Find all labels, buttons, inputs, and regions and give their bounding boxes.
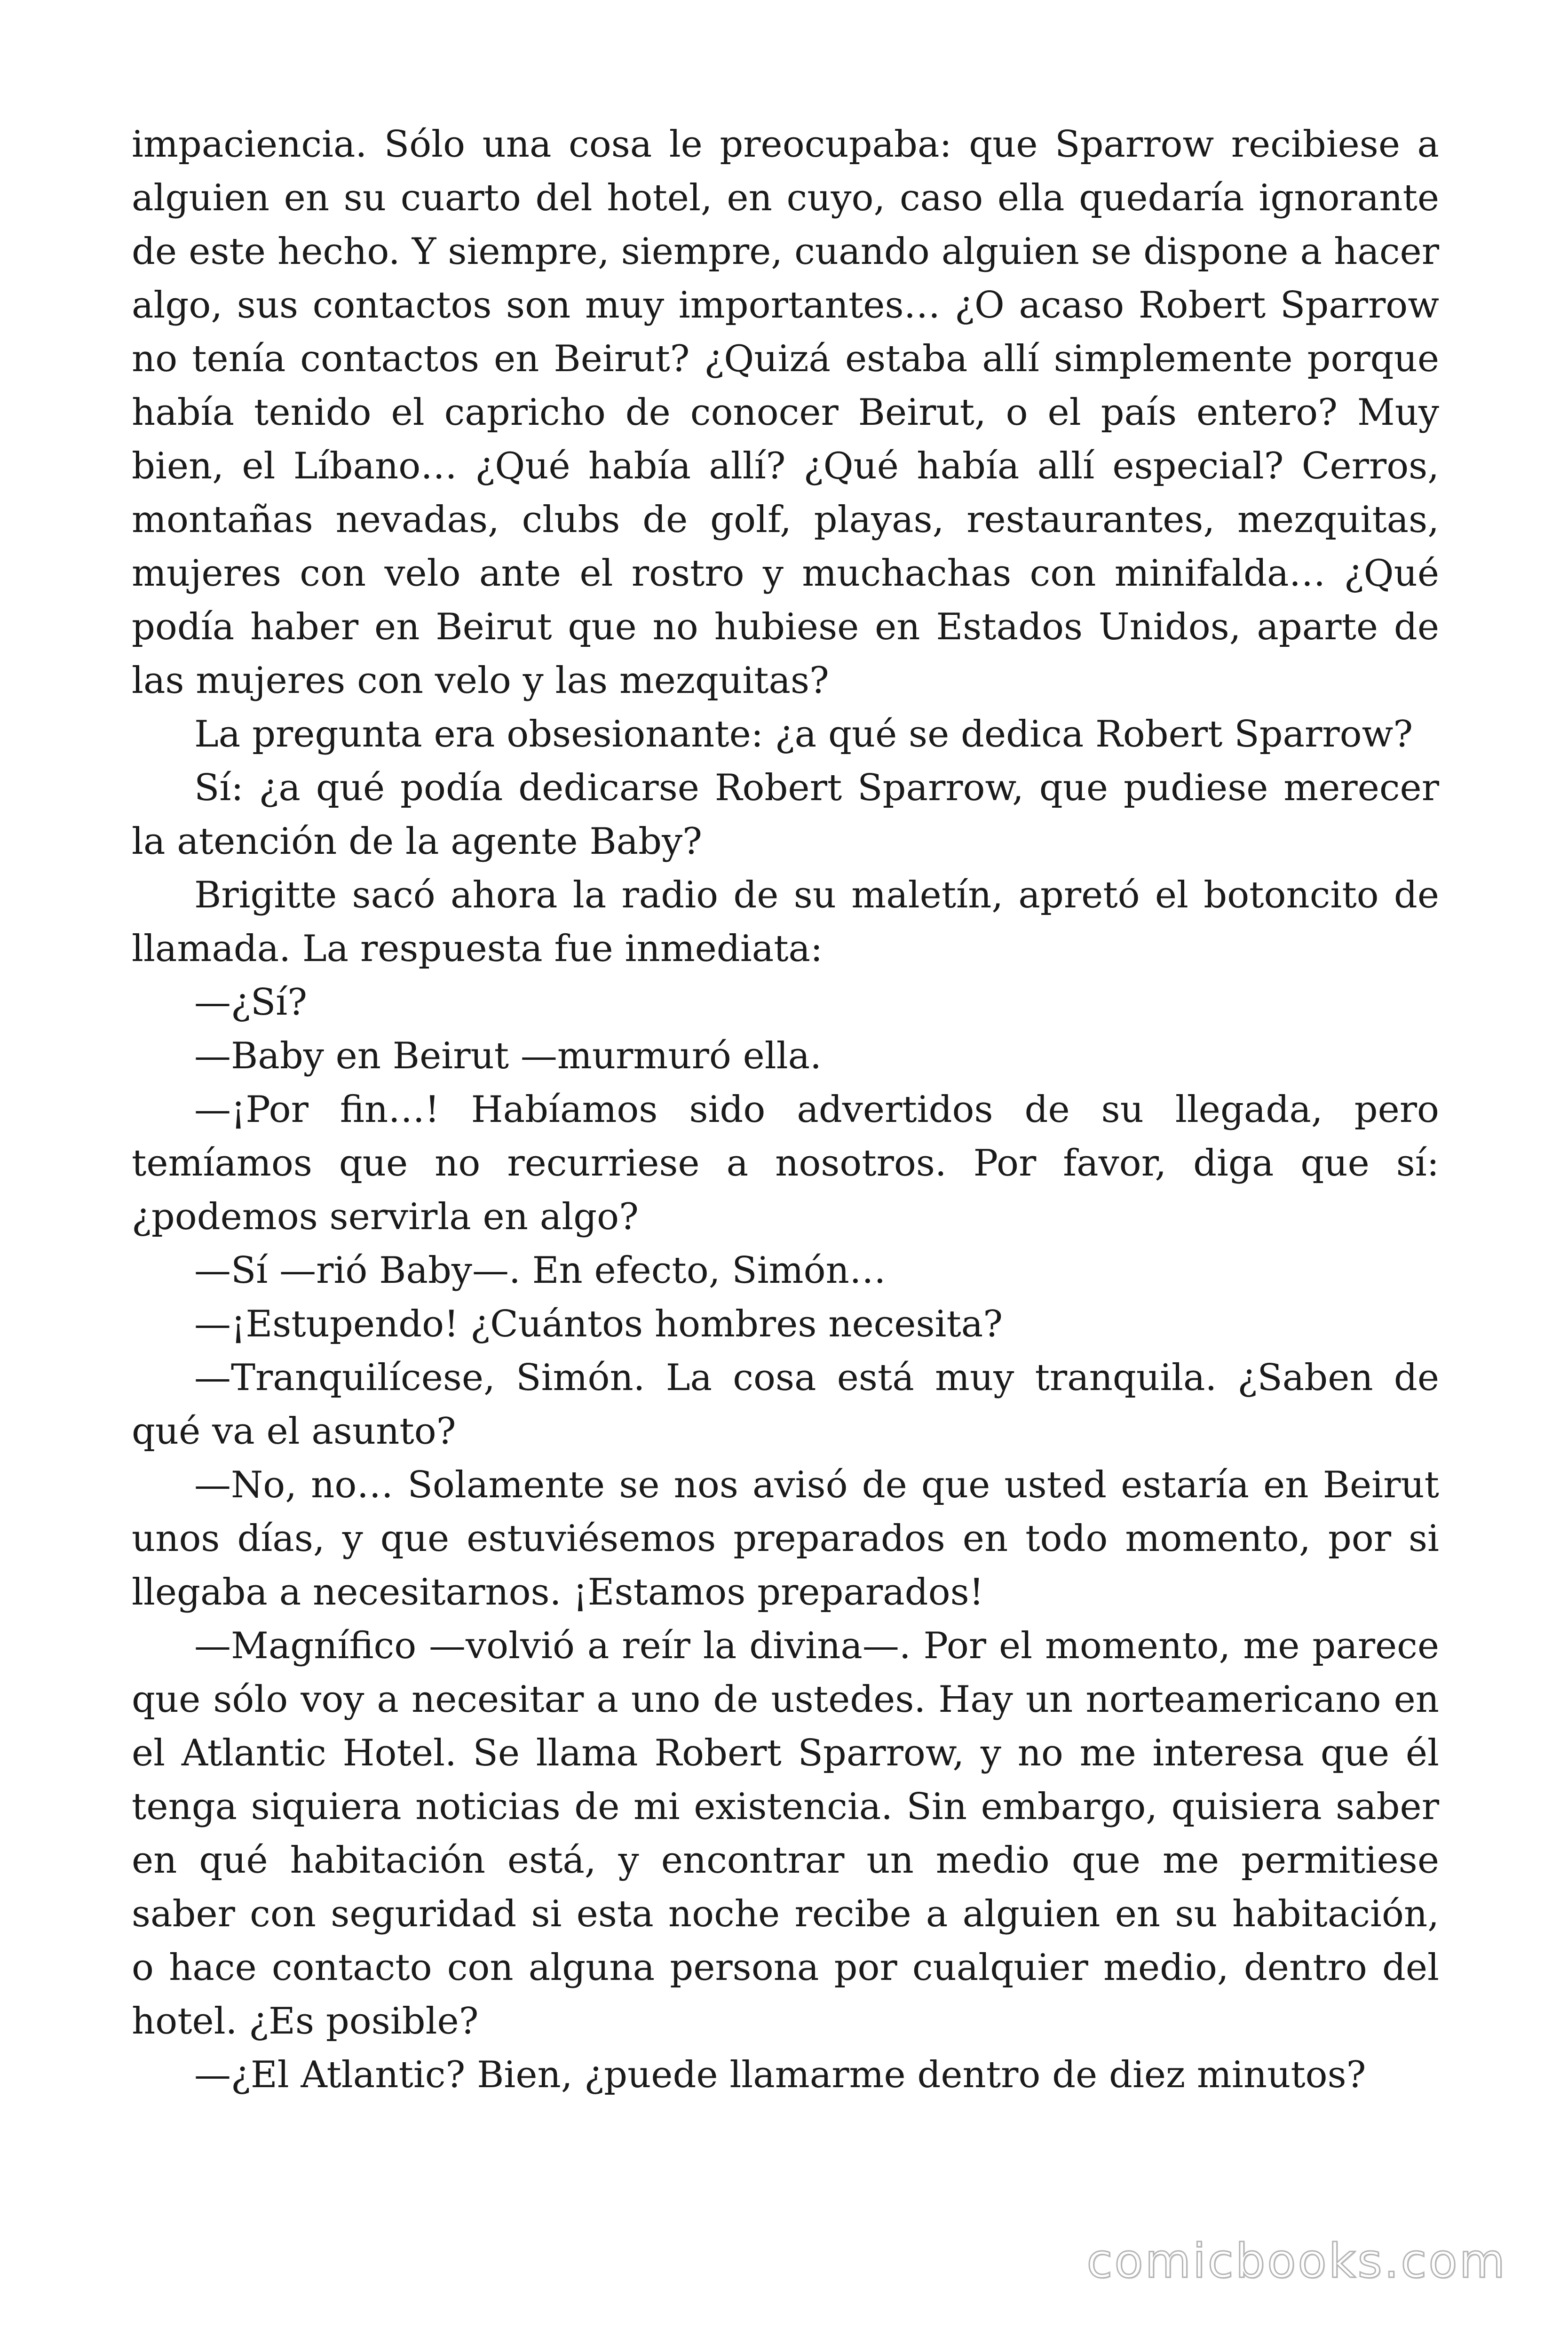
page-body [132, 118, 1439, 2102]
dialogue-line-3: —¡Por fin…! Habíamos sido advertidos de su llegada, pero temíamos que no recurriese a nosotros. Por favor, diga que sí: ¿podemos servirla en algo? [132, 1089, 1439, 1238]
paragraph-1: impaciencia. Sólo una cosa le preocupaba: que Sparrow recibiese a alguien en su cuarto del hotel, en cuyo, caso ella quedaría ignorante de este hecho. Y siempre, siempre, cuando alguien se dispone a hacer algo, sus contactos son muy importantes… ¿O acaso Robert Sparrow no tenía contactos en Beirut? ¿Quizá estaba allí simplemente porque había tenido el capricho de conocer Beirut, o el país entero? Muy bien, el Líbano… ¿Qué había allí? ¿Qué había allí especial? Cerros, montañas nevadas, clubs de golf, playas, restaurantes, mezquitas, mujeres con velo ante el rostro y muchachas con minifalda… ¿Qué podía haber en Beirut que no hubiese en Estados Unidos, aparte de las mujeres con velo y las mezquitas? [132, 123, 1439, 702]
paragraph-3: Sí: ¿a qué podía dedicarse Robert Sparrow, que pudiese merecer la atención de la agente Baby? [132, 767, 1439, 863]
paragraph-4: Brigitte sacó ahora la radio de su maletín, apretó el botoncito de llamada. La respuesta fue inmediata: [132, 874, 1439, 970]
dialogue-line-1: —¿Sí? [194, 981, 308, 1024]
dialogue-line-9: —¿El Atlantic? Bien, ¿puede llamarme dentro de diez minutos? [194, 2054, 1366, 2096]
paragraph-2: La pregunta era obsesionante: ¿a qué se dedica Robert Sparrow? [194, 713, 1413, 755]
dialogue-line-2: —Baby en Beirut —murmuró ella. [194, 1035, 822, 1077]
watermark-logo: comicbooks.com [1086, 2233, 1507, 2288]
dialogue-line-6: —Tranquilícese, Simón. La cosa está muy tranquila. ¿Saben de qué va el asunto? [132, 1357, 1439, 1453]
dialogue-line-5: —¡Estupendo! ¿Cuántos hombres necesita? [194, 1303, 1003, 1345]
dialogue-line-4: —Sí —rió Baby—. En efecto, Simón… [194, 1249, 886, 1292]
dialogue-line-8: —Magnífico —volvió a reír la divina—. Por el momento, me parece que sólo voy a necesitar a uno de ustedes. Hay un norteamericano en el Atlantic Hotel. Se llama Robert Sparrow, y no me interesa que él tenga siquiera noticias de mi existencia. Sin embargo, quisiera saber en qué habitación está, y encontrar un medio que me permitiese saber con seguridad si esta noche recibe a alguien en su habitación, o hace contacto con alguna persona por cualquier medio, dentro del hotel. ¿Es posible? [132, 1625, 1439, 2042]
dialogue-line-7: —No, no… Solamente se nos avisó de que usted estaría en Beirut unos días, y que estuviésemos preparados en todo momento, por si llegaba a necesitarnos. ¡Estamos preparados! [132, 1464, 1439, 1613]
